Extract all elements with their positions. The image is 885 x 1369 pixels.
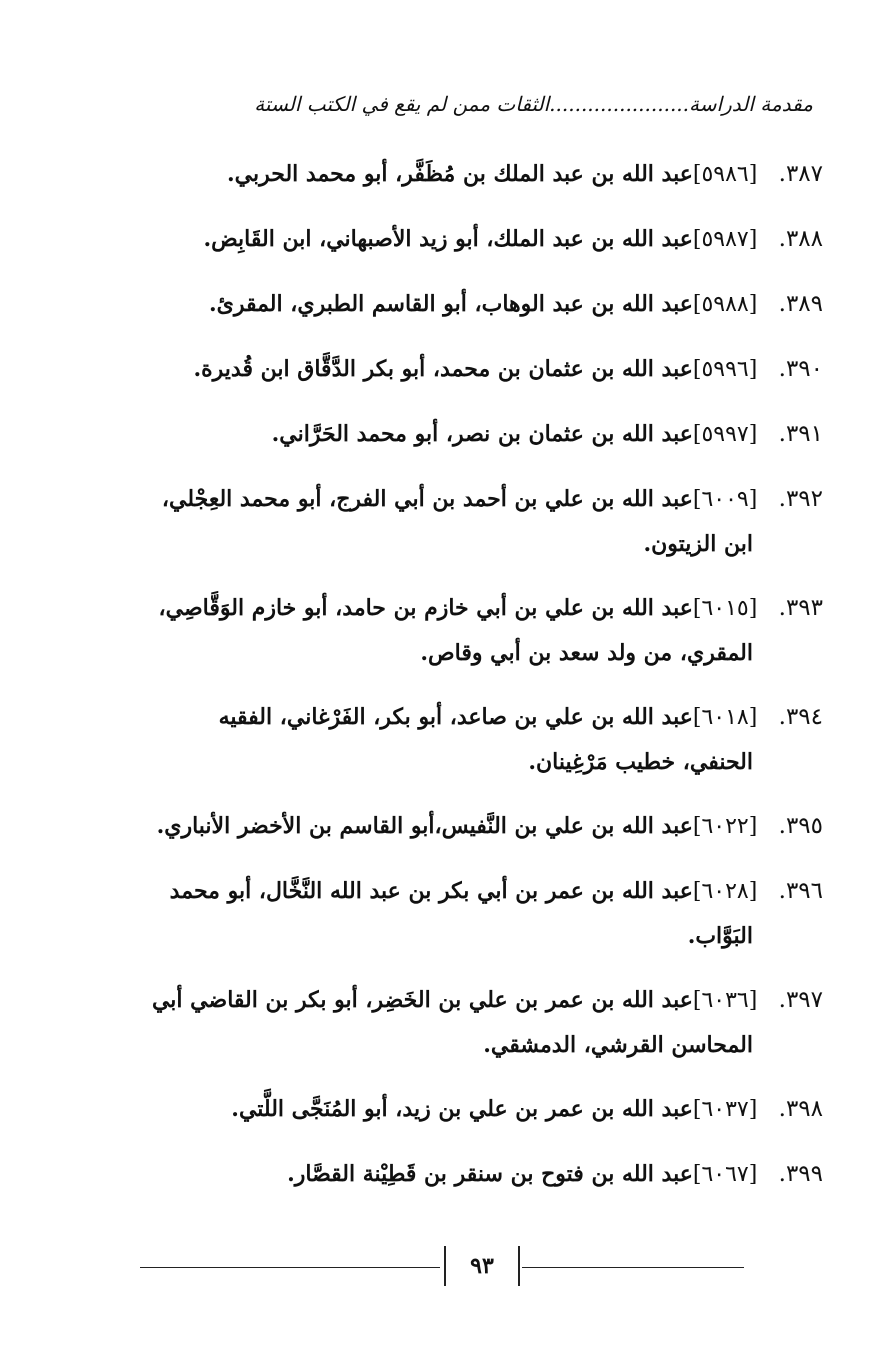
entry-reference: [٥٩٩٧] xyxy=(692,422,758,447)
entry-number: ٣٨٩. xyxy=(778,291,823,317)
entry-text: عبد الله بن علي بن أبي خازم بن حامد، أبو خازم الوَقَّاصِي، xyxy=(158,595,693,621)
entry-continuation: ابن الزيتون. xyxy=(643,531,753,557)
entry-text: عبد الله بن عبد الملك، أبو زيد الأصبهاني، ابن القَابِض. xyxy=(203,226,693,252)
entry-number: ٣٩١. xyxy=(778,421,823,447)
entry-continuation: الحنفي، خطيب مَرْغِينان. xyxy=(528,749,753,775)
entry-continuation: المحاسن القرشي، الدمشقي. xyxy=(483,1032,753,1058)
entry-reference: [٦٠٣٧] xyxy=(692,1097,758,1122)
page-number: ٩٣ xyxy=(470,1253,494,1279)
entry-item xyxy=(138,869,823,958)
entry-reference: [٦٠١٥] xyxy=(692,596,758,621)
page-number-box xyxy=(444,1246,520,1286)
entry-item xyxy=(138,586,823,675)
entry-item xyxy=(138,282,823,327)
footer-rule-right xyxy=(522,1267,744,1268)
entry-reference: [٦٠٣٦] xyxy=(692,988,758,1013)
footer-rule-left xyxy=(140,1267,440,1268)
entry-item xyxy=(138,347,823,392)
entry-item xyxy=(138,804,823,849)
entry-item xyxy=(138,152,823,197)
entry-number: ٣٩٤. xyxy=(778,704,823,730)
entry-number: ٣٩٦. xyxy=(778,878,823,904)
entry-number: ٣٩٠. xyxy=(778,356,823,382)
entry-text: عبد الله بن علي بن صاعد، أبو بكر، الفَرْغاني، الفقيه xyxy=(218,704,693,730)
entry-list xyxy=(138,152,823,1217)
entry-number: ٣٩٣. xyxy=(778,595,823,621)
entry-number: ٣٩٢. xyxy=(778,486,823,512)
entry-number: ٣٨٨. xyxy=(778,226,823,252)
entry-text: عبد الله بن عبد الوهاب، أبو القاسم الطبري، المقرئ. xyxy=(208,291,693,317)
running-header xyxy=(160,92,813,116)
entry-item xyxy=(138,217,823,262)
entry-reference: [٦٠٢٨] xyxy=(692,879,758,904)
entry-reference: [٥٩٩٦] xyxy=(692,357,758,382)
entry-text: عبد الله بن علي بن النَّفيس،أبو القاسم بن الأخضر الأنباري. xyxy=(156,813,693,839)
entry-text: عبد الله بن عمر بن علي بن زيد، أبو المُنَجَّى اللَّتي. xyxy=(231,1096,693,1122)
entry-reference: [٦٠٢٢] xyxy=(692,814,758,839)
entry-reference: [٥٩٨٧] xyxy=(692,227,758,252)
entry-reference: [٦٠١٨] xyxy=(692,705,758,730)
entry-number: ٣٩٧. xyxy=(778,987,823,1013)
header-separator: ...................... xyxy=(549,92,690,116)
entry-reference: [٦٠٠٩] xyxy=(692,487,758,512)
entry-item xyxy=(138,695,823,784)
entry-text: عبد الله بن عثمان بن نصر، أبو محمد الحَرَّاني. xyxy=(271,421,693,447)
entry-reference: [٥٩٨٨] xyxy=(692,292,758,317)
entry-item xyxy=(138,1087,823,1132)
header-section-title: مقدمة الدراسة xyxy=(689,92,813,116)
entry-item xyxy=(138,477,823,566)
entry-text: عبد الله بن علي بن أحمد بن أبي الفرج، أبو محمد العِجْلي، xyxy=(161,486,693,512)
entry-item xyxy=(138,978,823,1067)
entry-number: ٣٩٩. xyxy=(778,1161,823,1187)
entry-text: عبد الله بن فتوح بن سنقر بن قَطِيْنة القصَّار. xyxy=(287,1161,693,1187)
entry-continuation: البَوَّاب. xyxy=(687,923,753,949)
entry-reference: [٦٠٦٧] xyxy=(692,1162,758,1187)
entry-item xyxy=(138,412,823,457)
entry-text: عبد الله بن عثمان بن محمد، أبو بكر الدَّقَّاق ابن قُديرة. xyxy=(193,356,693,382)
entry-number: ٣٩٥. xyxy=(778,813,823,839)
entry-number: ٣٩٨. xyxy=(778,1096,823,1122)
entry-reference: [٥٩٨٦] xyxy=(692,162,758,187)
entry-text: عبد الله بن عبد الملك بن مُظَفَّر، أبو محمد الحربي. xyxy=(226,161,693,187)
header-book-title: الثقات ممن لم يقع في الكتب الستة xyxy=(254,92,550,116)
entry-continuation: المقري، من ولد سعد بن أبي وقاص. xyxy=(420,640,753,666)
entry-text: عبد الله بن عمر بن أبي بكر بن عبد الله النَّخَّال، أبو محمد xyxy=(169,878,693,904)
entry-item xyxy=(138,1152,823,1197)
entry-number: ٣٨٧. xyxy=(778,161,823,187)
entry-text: عبد الله بن عمر بن علي بن الخَضِر، أبو بكر بن القاضي أبي xyxy=(151,987,693,1013)
